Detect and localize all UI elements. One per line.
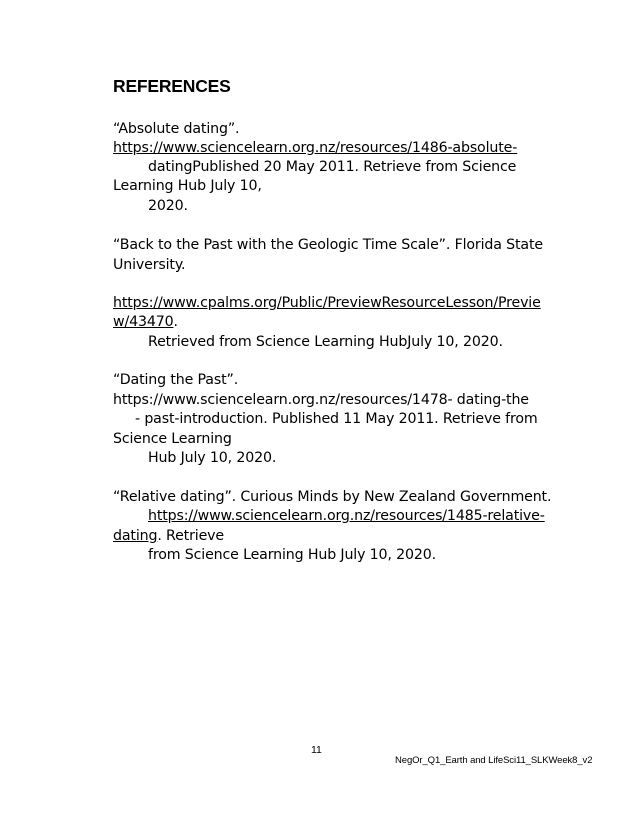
reference-link[interactable] bbox=[148, 507, 545, 525]
reference-text: Science Learning bbox=[113, 431, 232, 447]
references-heading: REFERENCES bbox=[113, 76, 231, 96]
reference-text: Hub July 10, 2020. bbox=[148, 450, 277, 466]
reference-url[interactable]: https://www.sciencelearn.org.nz/resources/1486-absolute- bbox=[113, 140, 518, 156]
reference-link[interactable] bbox=[113, 313, 178, 331]
reference-text: Retrieved from Science Learning HubJuly 10, 2020. bbox=[148, 334, 503, 350]
reference-text: Learning Hub July 10, bbox=[113, 178, 262, 194]
reference-text: . Retrieve bbox=[157, 528, 224, 544]
reference-text: https://www.sciencelearn.org.nz/resources/1478- dating-the bbox=[113, 392, 529, 408]
reference-punctuation: . bbox=[173, 314, 178, 330]
reference-link[interactable] bbox=[113, 527, 224, 545]
reference-link[interactable] bbox=[113, 294, 541, 312]
reference-title: “Dating the Past”. bbox=[113, 372, 239, 388]
reference-text: datingPublished 20 May 2011. Retrieve from Science bbox=[148, 159, 517, 175]
reference-title: “Relative dating”. Curious Minds by New Zealand Government. bbox=[113, 489, 552, 505]
reference-url[interactable]: https://www.sciencelearn.org.nz/resources/1485-relative- bbox=[148, 508, 545, 524]
reference-url[interactable]: w/43470 bbox=[113, 314, 174, 330]
reference-title: “Absolute dating”. bbox=[113, 121, 240, 137]
reference-url[interactable]: https://www.cpalms.org/Public/PreviewResourceLesson/Previe bbox=[113, 295, 541, 311]
reference-title: “Back to the Past with the Geologic Time Scale”. Florida State bbox=[113, 237, 543, 253]
reference-link[interactable] bbox=[113, 139, 517, 157]
reference-text: from Science Learning Hub July 10, 2020. bbox=[148, 547, 437, 563]
page-number: 11 bbox=[311, 744, 322, 756]
reference-text: 2020. bbox=[148, 198, 188, 214]
reference-text: University. bbox=[113, 257, 186, 273]
reference-url[interactable]: dating bbox=[113, 528, 158, 544]
footer-module-code: NegOr_Q1_Earth and LifeSci11_SLKWeek8_v2 bbox=[395, 755, 593, 766]
reference-text: - past-introduction. Published 11 May 2011. Retrieve from bbox=[135, 411, 538, 427]
